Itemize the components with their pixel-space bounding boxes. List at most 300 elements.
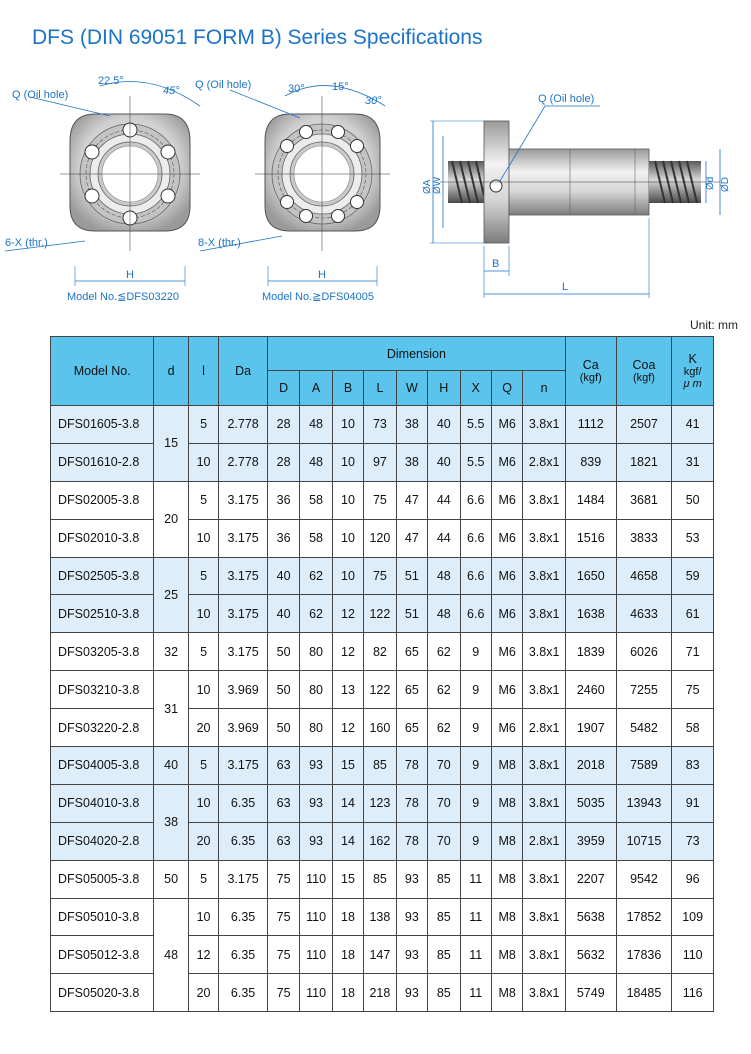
cell-coa: 10715 — [616, 822, 672, 860]
cell-W: 65 — [396, 633, 427, 671]
table-row — [51, 671, 714, 709]
cell-B: 12 — [332, 633, 363, 671]
cell-ca: 5035 — [565, 784, 616, 822]
cell-X: 6.6 — [460, 519, 491, 557]
cell-l: 5 — [188, 747, 218, 785]
cell-da: 6.35 — [219, 974, 268, 1012]
cell-d: 50 — [154, 860, 188, 898]
right-dd-label: Ød — [705, 176, 716, 190]
cell-D: 28 — [267, 443, 299, 481]
cell-da: 3.175 — [219, 747, 268, 785]
cell-l: 5 — [188, 406, 218, 444]
cell-model: DFS02510-3.8 — [51, 595, 154, 633]
cell-X: 5.5 — [460, 406, 491, 444]
cell-Q: M6 — [491, 406, 522, 444]
header-D: D — [267, 371, 299, 406]
mid-h-label: H — [318, 269, 326, 281]
cell-L: 85 — [364, 860, 396, 898]
cell-X: 11 — [460, 936, 491, 974]
cell-k: 91 — [672, 784, 714, 822]
cell-k: 61 — [672, 595, 714, 633]
cell-coa: 3833 — [616, 519, 672, 557]
cell-ca: 839 — [565, 443, 616, 481]
cell-Q: M8 — [491, 784, 522, 822]
cell-k: 75 — [672, 671, 714, 709]
left-holes-label: 6-X (thr.) — [5, 237, 48, 249]
cell-Q: M8 — [491, 974, 522, 1012]
right-b-label: B — [492, 258, 500, 270]
cell-coa: 5482 — [616, 709, 672, 747]
cell-A: 48 — [300, 406, 332, 444]
cell-A: 110 — [300, 974, 332, 1012]
cell-Q: M6 — [491, 519, 522, 557]
cell-H: 44 — [428, 481, 460, 519]
cell-n: 3.8x1 — [523, 860, 566, 898]
cell-H: 85 — [428, 974, 460, 1012]
cell-B: 15 — [332, 747, 363, 785]
cell-H: 62 — [428, 633, 460, 671]
cell-D: 36 — [267, 481, 299, 519]
left-model-note: Model No.≦DFS03220 — [67, 291, 179, 303]
cell-W: 47 — [396, 481, 427, 519]
cell-L: 162 — [364, 822, 396, 860]
cell-L: 122 — [364, 671, 396, 709]
cell-W: 78 — [396, 822, 427, 860]
cell-n: 2.8x1 — [523, 822, 566, 860]
cell-k: 96 — [672, 860, 714, 898]
cell-coa: 17852 — [616, 898, 672, 936]
cell-model: DFS03220-2.8 — [51, 709, 154, 747]
cell-D: 75 — [267, 860, 299, 898]
cell-X: 9 — [460, 671, 491, 709]
cell-A: 48 — [300, 443, 332, 481]
cell-k: 31 — [672, 443, 714, 481]
cell-A: 80 — [300, 633, 332, 671]
cell-coa: 4633 — [616, 595, 672, 633]
cell-H: 48 — [428, 557, 460, 595]
cell-d: 32 — [154, 633, 188, 671]
side-view-drawing — [422, 93, 731, 298]
cell-ca: 5632 — [565, 936, 616, 974]
cell-A: 58 — [300, 481, 332, 519]
cell-model: DFS02505-3.8 — [51, 557, 154, 595]
cell-ca: 1907 — [565, 709, 616, 747]
cell-W: 93 — [396, 974, 427, 1012]
cell-Q: M6 — [491, 443, 522, 481]
cell-k: 116 — [672, 974, 714, 1012]
cell-Q: M6 — [491, 481, 522, 519]
cell-da: 3.969 — [219, 709, 268, 747]
cell-H: 70 — [428, 822, 460, 860]
cell-da: 6.35 — [219, 784, 268, 822]
cell-k: 53 — [672, 519, 714, 557]
header-k-label: K — [688, 352, 697, 366]
cell-Q: M8 — [491, 822, 522, 860]
cell-W: 78 — [396, 747, 427, 785]
cell-L: 82 — [364, 633, 396, 671]
cell-D: 50 — [267, 633, 299, 671]
header-da: Da — [219, 337, 268, 406]
left-oil-hole-label: Q (Oil hole) — [12, 89, 69, 101]
header-A: A — [300, 371, 332, 406]
cell-model: DFS02005-3.8 — [51, 481, 154, 519]
cell-X: 9 — [460, 784, 491, 822]
cell-l: 10 — [188, 898, 218, 936]
page-title: DFS (DIN 69051 FORM B) Series Specifications — [32, 26, 483, 49]
cell-D: 63 — [267, 784, 299, 822]
cell-d: 48 — [154, 898, 188, 1012]
cell-H: 44 — [428, 519, 460, 557]
cell-k: 59 — [672, 557, 714, 595]
left-angle2-label: 45° — [163, 85, 180, 97]
cell-coa: 4658 — [616, 557, 672, 595]
cell-B: 18 — [332, 936, 363, 974]
right-da-label: ØA — [422, 179, 433, 194]
cell-model: DFS03210-3.8 — [51, 671, 154, 709]
cell-ca: 3959 — [565, 822, 616, 860]
cell-n: 2.8x1 — [523, 709, 566, 747]
cell-A: 62 — [300, 595, 332, 633]
cell-W: 38 — [396, 406, 427, 444]
cell-H: 62 — [428, 709, 460, 747]
cell-d: 40 — [154, 747, 188, 785]
cell-W: 93 — [396, 898, 427, 936]
cell-l: 5 — [188, 633, 218, 671]
cell-W: 93 — [396, 936, 427, 974]
cell-n: 3.8x1 — [523, 898, 566, 936]
header-l: l — [188, 337, 218, 406]
header-coa — [616, 337, 672, 406]
header-W: W — [396, 371, 427, 406]
cell-W: 51 — [396, 557, 427, 595]
cell-B: 14 — [332, 784, 363, 822]
cell-da: 3.175 — [219, 481, 268, 519]
header-H: H — [428, 371, 460, 406]
mid-holes-label: 8-X (thr.) — [198, 237, 241, 249]
cell-model: DFS01610-2.8 — [51, 443, 154, 481]
header-Q: Q — [491, 371, 522, 406]
cell-k: 41 — [672, 406, 714, 444]
cell-L: 73 — [364, 406, 396, 444]
cell-B: 15 — [332, 860, 363, 898]
cell-model: DFS05020-3.8 — [51, 974, 154, 1012]
cell-A: 80 — [300, 671, 332, 709]
cell-D: 63 — [267, 822, 299, 860]
cell-model: DFS02010-3.8 — [51, 519, 154, 557]
cell-A: 110 — [300, 936, 332, 974]
cell-W: 47 — [396, 519, 427, 557]
cell-l: 10 — [188, 443, 218, 481]
cell-d: 38 — [154, 784, 188, 860]
cell-D: 40 — [267, 595, 299, 633]
cell-H: 70 — [428, 784, 460, 822]
cell-L: 75 — [364, 481, 396, 519]
table-row — [51, 974, 714, 1012]
table-row — [51, 898, 714, 936]
cell-da: 3.175 — [219, 519, 268, 557]
table-row — [51, 519, 714, 557]
cell-n: 3.8x1 — [523, 671, 566, 709]
cell-Q: M8 — [491, 747, 522, 785]
header-ca-label: Ca — [582, 358, 599, 372]
right-oil-hole-label: Q (Oil hole) — [538, 93, 595, 105]
table-row — [51, 595, 714, 633]
cell-H: 70 — [428, 747, 460, 785]
header-ca — [565, 337, 616, 406]
cell-B: 12 — [332, 595, 363, 633]
header-coa-label: Coa — [632, 358, 656, 372]
cell-B: 18 — [332, 898, 363, 936]
table-row — [51, 406, 714, 444]
header-L: L — [364, 371, 396, 406]
cell-coa: 6026 — [616, 633, 672, 671]
cell-L: 123 — [364, 784, 396, 822]
cell-da: 6.35 — [219, 936, 268, 974]
mid-model-note: Model No.≧DFS04005 — [262, 291, 374, 303]
technical-drawings — [0, 66, 751, 316]
cell-H: 85 — [428, 936, 460, 974]
mid-angle3-label: 30° — [365, 95, 382, 107]
header-k — [672, 337, 714, 406]
cell-coa: 7589 — [616, 747, 672, 785]
cell-l: 20 — [188, 709, 218, 747]
left-h-label: H — [126, 269, 134, 281]
cell-H: 48 — [428, 595, 460, 633]
table-row — [51, 709, 714, 747]
cell-da: 6.35 — [219, 898, 268, 936]
cell-D: 75 — [267, 898, 299, 936]
cell-model: DFS01605-3.8 — [51, 406, 154, 444]
cell-B: 10 — [332, 443, 363, 481]
cell-ca: 1112 — [565, 406, 616, 444]
cell-H: 85 — [428, 860, 460, 898]
cell-A: 93 — [300, 784, 332, 822]
specifications-table-body — [51, 406, 714, 1012]
cell-H: 62 — [428, 671, 460, 709]
cell-W: 38 — [396, 443, 427, 481]
cell-ca: 2460 — [565, 671, 616, 709]
cell-Q: M8 — [491, 860, 522, 898]
cell-A: 110 — [300, 860, 332, 898]
cell-model: DFS03205-3.8 — [51, 633, 154, 671]
cell-X: 6.6 — [460, 595, 491, 633]
cell-ca: 5638 — [565, 898, 616, 936]
cell-n: 3.8x1 — [523, 595, 566, 633]
cell-X: 9 — [460, 822, 491, 860]
cell-l: 20 — [188, 822, 218, 860]
cell-B: 18 — [332, 974, 363, 1012]
table-row — [51, 633, 714, 671]
cell-coa: 9542 — [616, 860, 672, 898]
cell-l: 10 — [188, 595, 218, 633]
unit-label: Unit: mm — [690, 318, 738, 332]
cell-D: 75 — [267, 936, 299, 974]
cell-n: 3.8x1 — [523, 557, 566, 595]
cell-L: 75 — [364, 557, 396, 595]
cell-L: 122 — [364, 595, 396, 633]
table-row — [51, 443, 714, 481]
cell-ca: 2207 — [565, 860, 616, 898]
header-dimension: Dimension — [267, 337, 565, 371]
cell-l: 10 — [188, 671, 218, 709]
cell-l: 5 — [188, 860, 218, 898]
cell-model: DFS04010-3.8 — [51, 784, 154, 822]
cell-l: 5 — [188, 557, 218, 595]
cell-D: 50 — [267, 709, 299, 747]
cell-da: 3.175 — [219, 595, 268, 633]
cell-X: 9 — [460, 709, 491, 747]
cell-model: DFS05005-3.8 — [51, 860, 154, 898]
right-l-label: L — [562, 281, 569, 293]
cell-L: 138 — [364, 898, 396, 936]
cell-k: 71 — [672, 633, 714, 671]
cell-k: 73 — [672, 822, 714, 860]
cell-coa: 17836 — [616, 936, 672, 974]
cell-Q: M8 — [491, 936, 522, 974]
cell-L: 97 — [364, 443, 396, 481]
cell-X: 6.6 — [460, 481, 491, 519]
cell-D: 40 — [267, 557, 299, 595]
cell-A: 80 — [300, 709, 332, 747]
cell-d: 15 — [154, 406, 188, 482]
cell-n: 3.8x1 — [523, 784, 566, 822]
cell-Q: M6 — [491, 595, 522, 633]
cell-model: DFS05012-3.8 — [51, 936, 154, 974]
header-X: X — [460, 371, 491, 406]
cell-X: 11 — [460, 974, 491, 1012]
header-model: Model No. — [51, 337, 154, 406]
cell-da: 2.778 — [219, 406, 268, 444]
cell-Q: M6 — [491, 709, 522, 747]
table-row — [51, 822, 714, 860]
cell-L: 218 — [364, 974, 396, 1012]
header-B: B — [332, 371, 363, 406]
cell-D: 50 — [267, 671, 299, 709]
header-k-unit2: μ m — [683, 378, 702, 390]
mid-angle2-label: 15° — [332, 81, 349, 93]
cell-coa: 2507 — [616, 406, 672, 444]
cell-B: 12 — [332, 709, 363, 747]
cell-n: 3.8x1 — [523, 633, 566, 671]
cell-k: 109 — [672, 898, 714, 936]
cell-A: 110 — [300, 898, 332, 936]
cell-ca: 1638 — [565, 595, 616, 633]
cell-l: 10 — [188, 519, 218, 557]
cell-B: 14 — [332, 822, 363, 860]
cell-Q: M6 — [491, 557, 522, 595]
cell-D: 63 — [267, 747, 299, 785]
cell-da: 3.175 — [219, 860, 268, 898]
cell-B: 13 — [332, 671, 363, 709]
cell-l: 12 — [188, 936, 218, 974]
table-row — [51, 936, 714, 974]
cell-da: 6.35 — [219, 822, 268, 860]
cell-B: 10 — [332, 557, 363, 595]
cell-l: 20 — [188, 974, 218, 1012]
cell-n: 3.8x1 — [523, 936, 566, 974]
cell-d: 20 — [154, 481, 188, 557]
cell-ca: 2018 — [565, 747, 616, 785]
cell-k: 50 — [672, 481, 714, 519]
cell-l: 5 — [188, 481, 218, 519]
cell-H: 85 — [428, 898, 460, 936]
cell-A: 62 — [300, 557, 332, 595]
cell-ca: 1650 — [565, 557, 616, 595]
cell-Q: M6 — [491, 671, 522, 709]
cell-n: 3.8x1 — [523, 406, 566, 444]
right-dD-label: ØD — [720, 177, 731, 192]
cell-n: 3.8x1 — [523, 519, 566, 557]
cell-D: 36 — [267, 519, 299, 557]
header-n: n — [523, 371, 566, 406]
header-coa-unit: (kgf) — [632, 372, 655, 384]
cell-ca: 1516 — [565, 519, 616, 557]
cell-l: 10 — [188, 784, 218, 822]
cell-D: 28 — [267, 406, 299, 444]
cell-X: 9 — [460, 747, 491, 785]
cell-ca: 5749 — [565, 974, 616, 1012]
cell-L: 120 — [364, 519, 396, 557]
cell-model: DFS04005-3.8 — [51, 747, 154, 785]
cell-coa: 18485 — [616, 974, 672, 1012]
cell-ca: 1839 — [565, 633, 616, 671]
cell-ca: 1484 — [565, 481, 616, 519]
cell-A: 58 — [300, 519, 332, 557]
specifications-table — [50, 336, 714, 1012]
cell-B: 10 — [332, 481, 363, 519]
cell-d: 25 — [154, 557, 188, 633]
cell-k: 58 — [672, 709, 714, 747]
cell-L: 85 — [364, 747, 396, 785]
cell-k: 110 — [672, 936, 714, 974]
cell-B: 10 — [332, 406, 363, 444]
right-dw-label: ØW — [432, 176, 443, 194]
cell-coa: 7255 — [616, 671, 672, 709]
cell-H: 40 — [428, 406, 460, 444]
mid-oil-hole-label: Q (Oil hole) — [195, 79, 252, 91]
cell-L: 147 — [364, 936, 396, 974]
cell-k: 83 — [672, 747, 714, 785]
header-d: d — [154, 337, 188, 406]
cell-D: 75 — [267, 974, 299, 1012]
cell-X: 6.6 — [460, 557, 491, 595]
cell-Q: M8 — [491, 898, 522, 936]
cell-n: 2.8x1 — [523, 443, 566, 481]
cell-W: 51 — [396, 595, 427, 633]
cell-n: 3.8x1 — [523, 481, 566, 519]
cell-Q: M6 — [491, 633, 522, 671]
mid-angle1-label: 30° — [288, 83, 305, 95]
cell-da: 3.969 — [219, 671, 268, 709]
cell-W: 93 — [396, 860, 427, 898]
table-row — [51, 747, 714, 785]
header-ca-unit: (kgf) — [579, 372, 602, 384]
cell-coa: 3681 — [616, 481, 672, 519]
cell-A: 93 — [300, 747, 332, 785]
cell-W: 65 — [396, 671, 427, 709]
table-row — [51, 784, 714, 822]
cell-X: 11 — [460, 898, 491, 936]
cell-coa: 13943 — [616, 784, 672, 822]
table-row — [51, 860, 714, 898]
table-row — [51, 481, 714, 519]
cell-da: 2.778 — [219, 443, 268, 481]
cell-da: 3.175 — [219, 557, 268, 595]
cell-da: 3.175 — [219, 633, 268, 671]
cell-B: 10 — [332, 519, 363, 557]
cell-W: 65 — [396, 709, 427, 747]
cell-model: DFS04020-2.8 — [51, 822, 154, 860]
